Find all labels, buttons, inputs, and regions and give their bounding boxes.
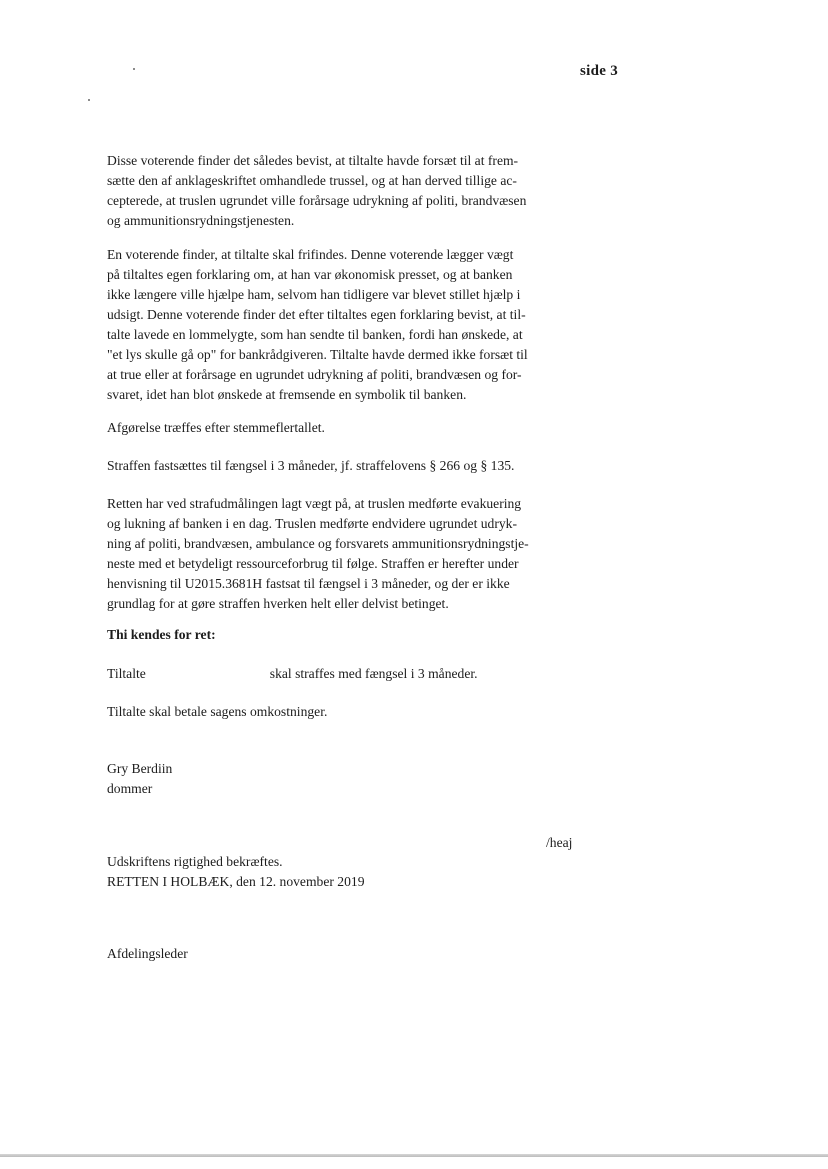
text-line: cepterede, at truslen ugrundet ville forårsage udrykning af politi, brandvæsen xyxy=(107,193,527,208)
certification-block xyxy=(107,852,587,892)
paragraph-sentence xyxy=(107,456,587,476)
scan-speck xyxy=(133,68,135,70)
text-line: grundlag for at gøre straffen hverken helt eller delvist betinget. xyxy=(107,596,449,611)
text-line: En voterende finder, at tiltalte skal frifindes. Denne voterende lægger vægt xyxy=(107,247,514,262)
text-line: på tiltaltes egen forklaring om, at han var økonomisk presset, og at banken xyxy=(107,267,513,282)
page-number: side 3 xyxy=(580,63,619,79)
text-line: Afgørelse træffes efter stemmeflertallet. xyxy=(107,420,325,435)
text-line: sætte den af anklageskriftet omhandlede trussel, og at han derved tillige ac- xyxy=(107,173,517,188)
text-line: og ammunitionsrydningstjenesten. xyxy=(107,213,295,228)
clerk-initials: /heaj xyxy=(546,835,573,850)
certification-line: Udskriftens rigtighed bekræftes. xyxy=(107,854,283,869)
verdict-line-sentence xyxy=(107,664,478,684)
verdict-sentence-text: skal straffes med fængsel i 3 måneder. xyxy=(269,666,478,681)
scan-edge-line xyxy=(0,1154,828,1157)
text-line: og lukning af banken i en dag. Truslen medførte endvidere ugrundet udryk- xyxy=(107,516,517,531)
signature-block xyxy=(107,759,587,799)
paragraph-majority-decision xyxy=(107,418,587,438)
text-line: "et lys skulle gå op" for bankrådgiveren. Tiltalte havde dermed ikke forsæt til xyxy=(107,347,528,362)
text-line: Straffen fastsættes til fængsel i 3 måneder, jf. straffelovens § 266 og § 135. xyxy=(107,458,515,473)
verdict-line-costs: Tiltalte skal betale sagens omkostninger. xyxy=(107,704,328,719)
scan-speck xyxy=(88,99,90,101)
paragraph-sentencing-reasoning xyxy=(107,494,587,614)
paragraph-conviction-reasoning xyxy=(107,151,587,231)
text-line: Disse voterende finder det således bevist, at tiltalte havde forsæt til at frem- xyxy=(107,153,519,168)
text-line: ning af politi, brandvæsen, ambulance og forsvarets ammunitionsrydningstje- xyxy=(107,536,529,551)
text-line: svaret, idet han blot ønskede at fremsende en symbolik til banken. xyxy=(107,387,467,402)
judge-name: Gry Berdiin xyxy=(107,761,173,776)
text-line: henvisning til U2015.3681H fastsat til fængsel i 3 måneder, og der er ikke xyxy=(107,576,510,591)
text-line: udsigt. Denne voterende finder det efter tiltaltes egen forklaring bevist, at til- xyxy=(107,307,526,322)
text-line: at true eller at forårsage en ugrundet udrykning af politi, brandvæsen og for- xyxy=(107,367,522,382)
text-line: ikke længere ville hjælpe ham, selvom han tidligere var blevet stillet hjælp i xyxy=(107,287,521,302)
judge-title: dommer xyxy=(107,781,153,796)
verdict-heading: Thi kendes for ret: xyxy=(107,627,216,642)
text-line: neste med et betydeligt ressourceforbrug til følge. Straffen er herefter under xyxy=(107,556,519,571)
text-line: talte lavede en lommelygte, som han sendte til banken, fordi han ønskede, at xyxy=(107,327,523,342)
court-and-date: RETTEN I HOLBÆK, den 12. november 2019 xyxy=(107,874,365,889)
paragraph-dissenting-opinion xyxy=(107,245,587,405)
verdict-subject: Tiltalte xyxy=(107,666,146,681)
department-head-role: Afdelingsleder xyxy=(107,946,188,961)
text-line: Retten har ved strafudmålingen lagt vægt på, at truslen medførte evakuering xyxy=(107,496,522,511)
